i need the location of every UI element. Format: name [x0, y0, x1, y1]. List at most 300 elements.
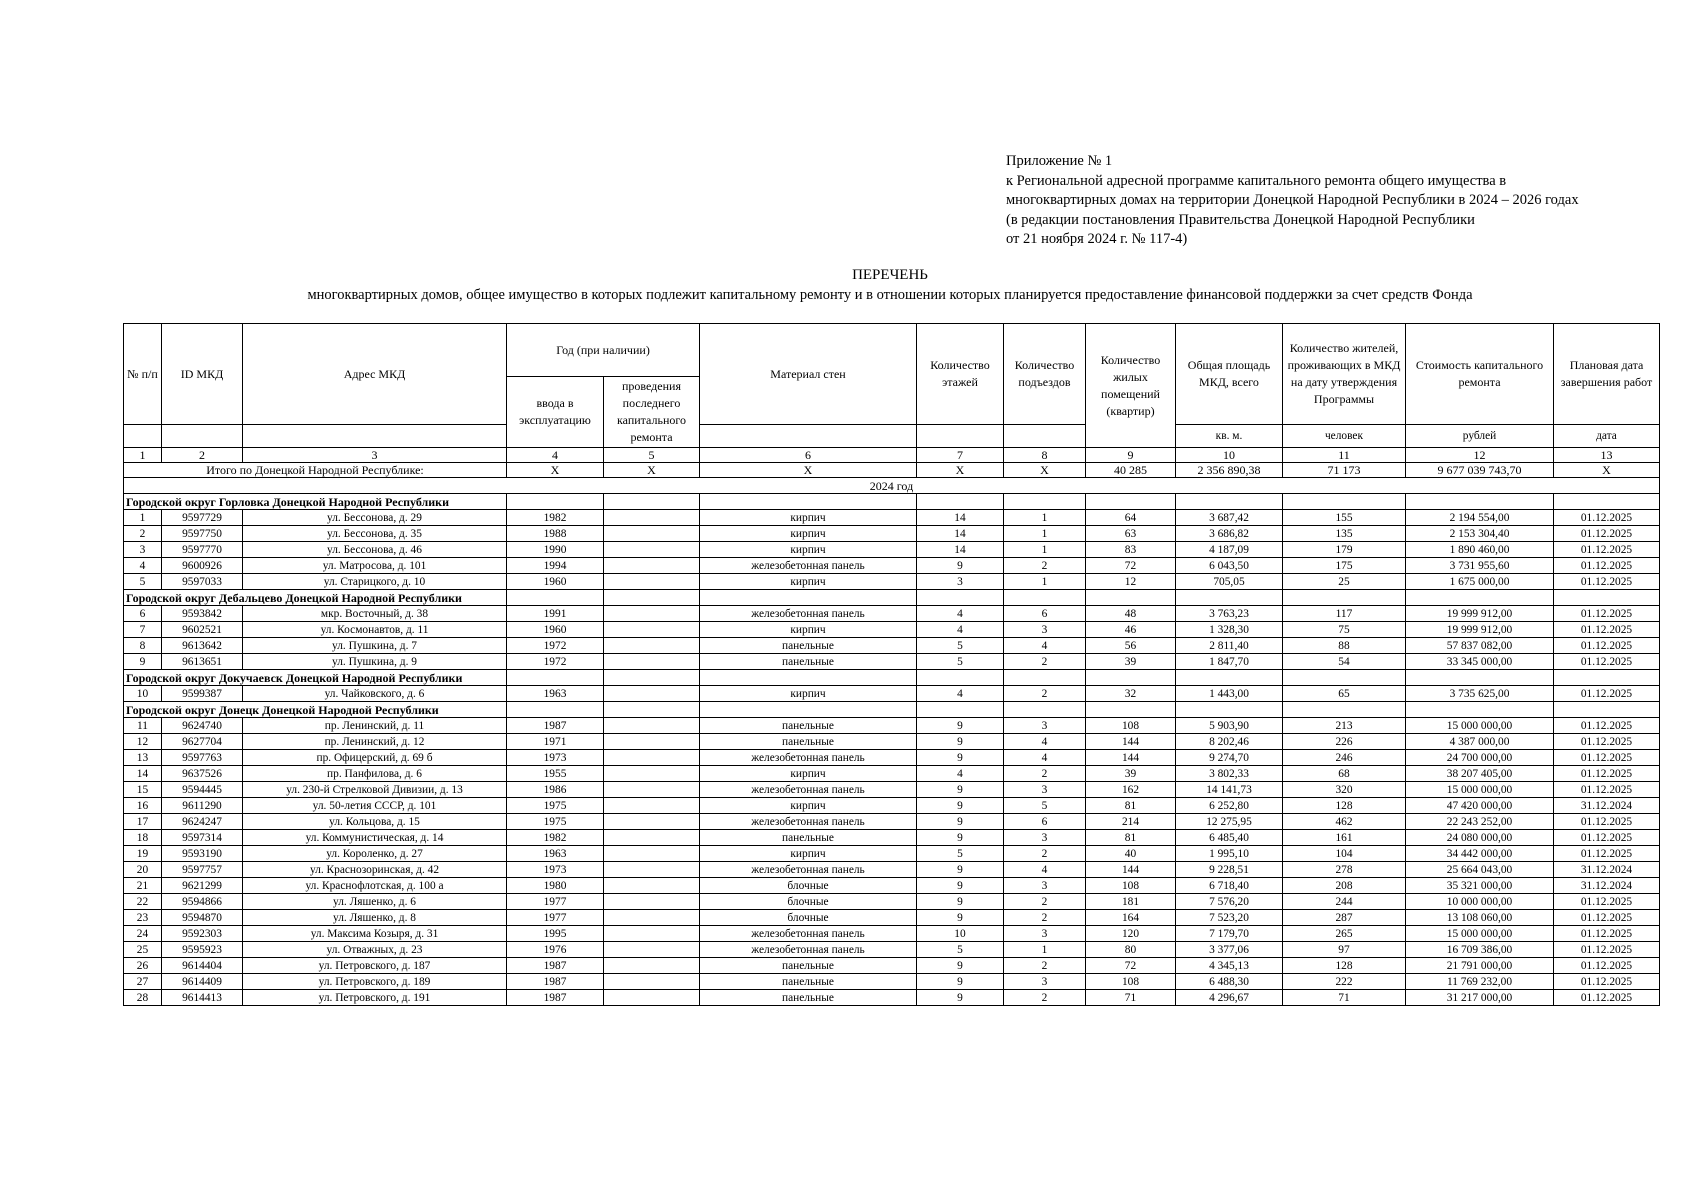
unit-residents: человек	[1283, 425, 1406, 448]
row-last-repair	[604, 606, 700, 622]
row-last-repair	[604, 990, 700, 1006]
row-area: 6 488,30	[1176, 974, 1283, 990]
row-id: 9597757	[162, 862, 243, 878]
row-year: 1977	[507, 910, 604, 926]
row-residents: 179	[1283, 542, 1406, 558]
empty-cell	[604, 702, 700, 718]
row-apartments: 144	[1086, 750, 1176, 766]
row-apartments: 40	[1086, 846, 1176, 862]
row-material: железобетонная панель	[700, 782, 917, 798]
row-last-repair	[604, 750, 700, 766]
total-floors: Х	[917, 463, 1004, 478]
total-apartments: 40 285	[1086, 463, 1176, 478]
appendix-line: к Региональной адресной программе капитального ремонта общего имущества в	[1006, 172, 1507, 189]
row-apartments: 144	[1086, 734, 1176, 750]
row-address: ул. Ляшенко, д. 8	[243, 910, 507, 926]
row-entrances: 2	[1004, 558, 1086, 574]
row-address: ул. Бессонова, д. 35	[243, 526, 507, 542]
row-material: железобетонная панель	[700, 942, 917, 958]
row-apartments: 181	[1086, 894, 1176, 910]
row-id: 9602521	[162, 622, 243, 638]
row-last-repair	[604, 910, 700, 926]
row-entrances: 4	[1004, 862, 1086, 878]
row-residents: 68	[1283, 766, 1406, 782]
row-residents: 97	[1283, 942, 1406, 958]
header-area: Общая площадь МКД, всего	[1176, 324, 1283, 425]
row-last-repair	[604, 782, 700, 798]
row-last-repair	[604, 862, 700, 878]
table-row	[124, 926, 1660, 942]
column-number: 9	[1086, 448, 1176, 463]
row-entrances: 3	[1004, 782, 1086, 798]
table-row	[124, 942, 1660, 958]
row-area: 6 718,40	[1176, 878, 1283, 894]
column-number: 12	[1406, 448, 1554, 463]
column-number: 13	[1554, 448, 1660, 463]
row-cost: 22 243 252,00	[1406, 814, 1554, 830]
row-area: 7 179,70	[1176, 926, 1283, 942]
row-area: 6 485,40	[1176, 830, 1283, 846]
row-apartments: 72	[1086, 558, 1176, 574]
row-year: 1976	[507, 942, 604, 958]
row-address: ул. Краснофлотская, д. 100 а	[243, 878, 507, 894]
row-entrances: 2	[1004, 990, 1086, 1006]
row-cost: 15 000 000,00	[1406, 782, 1554, 798]
row-material: панельные	[700, 718, 917, 734]
row-entrances: 4	[1004, 734, 1086, 750]
row-area: 1 328,30	[1176, 622, 1283, 638]
row-num: 16	[124, 798, 162, 814]
row-address: ул. Петровского, д. 187	[243, 958, 507, 974]
row-last-repair	[604, 974, 700, 990]
district-group-row	[124, 702, 1660, 718]
row-year: 1991	[507, 606, 604, 622]
row-last-repair	[604, 766, 700, 782]
header-id: ID МКД	[162, 324, 243, 425]
row-last-repair	[604, 926, 700, 942]
row-floors: 14	[917, 542, 1004, 558]
row-id: 9611290	[162, 798, 243, 814]
row-area: 14 141,73	[1176, 782, 1283, 798]
empty-cell	[700, 494, 917, 510]
table-row	[124, 606, 1660, 622]
row-entrances: 2	[1004, 910, 1086, 926]
empty-cell	[1176, 670, 1283, 686]
row-entrances: 2	[1004, 958, 1086, 974]
row-residents: 71	[1283, 990, 1406, 1006]
header-entrances-blank	[1004, 425, 1086, 448]
empty-cell	[604, 590, 700, 606]
total-date: Х	[1554, 463, 1660, 478]
unit-cost: рублей	[1406, 425, 1554, 448]
row-date: 31.12.2024	[1554, 798, 1660, 814]
table-body	[124, 448, 1660, 1006]
row-floors: 9	[917, 894, 1004, 910]
row-cost: 35 321 000,00	[1406, 878, 1554, 894]
row-entrances: 6	[1004, 606, 1086, 622]
row-date: 01.12.2025	[1554, 766, 1660, 782]
row-cost: 13 108 060,00	[1406, 910, 1554, 926]
row-id: 9637526	[162, 766, 243, 782]
row-entrances: 2	[1004, 766, 1086, 782]
row-date: 01.12.2025	[1554, 526, 1660, 542]
row-area: 3 802,33	[1176, 766, 1283, 782]
table-row	[124, 622, 1660, 638]
row-date: 01.12.2025	[1554, 542, 1660, 558]
row-year: 1987	[507, 974, 604, 990]
column-number: 2	[162, 448, 243, 463]
row-num: 15	[124, 782, 162, 798]
empty-cell	[1406, 702, 1554, 718]
row-year: 1972	[507, 638, 604, 654]
row-address: ул. Матросова, д. 101	[243, 558, 507, 574]
empty-cell	[917, 494, 1004, 510]
row-material: кирпич	[700, 798, 917, 814]
row-id: 9614413	[162, 990, 243, 1006]
row-id: 9592303	[162, 926, 243, 942]
row-entrances: 1	[1004, 542, 1086, 558]
row-last-repair	[604, 814, 700, 830]
row-date: 01.12.2025	[1554, 750, 1660, 766]
table-row	[124, 974, 1660, 990]
row-year: 1972	[507, 654, 604, 670]
header-year-last-repair: проведения последнего капитального ремонта	[604, 377, 700, 448]
row-year: 1980	[507, 878, 604, 894]
total-label: Итого по Донецкой Народной Республике:	[124, 463, 507, 478]
row-date: 01.12.2025	[1554, 926, 1660, 942]
row-address: ул. Максима Козыря, д. 31	[243, 926, 507, 942]
row-date: 01.12.2025	[1554, 894, 1660, 910]
row-area: 12 275,95	[1176, 814, 1283, 830]
row-last-repair	[604, 798, 700, 814]
row-date: 01.12.2025	[1554, 830, 1660, 846]
row-material: железобетонная панель	[700, 926, 917, 942]
row-entrances: 1	[1004, 574, 1086, 590]
row-address: пр. Офицерский, д. 69 б	[243, 750, 507, 766]
empty-cell	[1554, 494, 1660, 510]
row-cost: 25 664 043,00	[1406, 862, 1554, 878]
row-address: пр. Ленинский, д. 11	[243, 718, 507, 734]
row-num: 13	[124, 750, 162, 766]
header-material: Материал стен	[700, 324, 917, 425]
row-material: панельные	[700, 734, 917, 750]
header-id-blank	[162, 425, 243, 448]
row-address: ул. Чайковского, д. 6	[243, 686, 507, 702]
row-floors: 9	[917, 750, 1004, 766]
row-residents: 155	[1283, 510, 1406, 526]
district-group-row	[124, 670, 1660, 686]
row-area: 5 903,90	[1176, 718, 1283, 734]
row-area: 1 847,70	[1176, 654, 1283, 670]
year-row	[124, 478, 1660, 494]
row-material: панельные	[700, 654, 917, 670]
row-date: 01.12.2025	[1554, 718, 1660, 734]
row-cost: 16 709 386,00	[1406, 942, 1554, 958]
row-residents: 128	[1283, 958, 1406, 974]
total-area: 2 356 890,38	[1176, 463, 1283, 478]
total-row	[124, 463, 1660, 478]
row-floors: 9	[917, 958, 1004, 974]
row-floors: 9	[917, 990, 1004, 1006]
row-entrances: 4	[1004, 638, 1086, 654]
row-address: мкр. Восточный, д. 38	[243, 606, 507, 622]
row-floors: 5	[917, 638, 1004, 654]
document-title: ПЕРЕЧЕНЬ	[852, 267, 928, 283]
row-floors: 14	[917, 510, 1004, 526]
row-year: 1988	[507, 526, 604, 542]
row-floors: 9	[917, 830, 1004, 846]
row-area: 9 274,70	[1176, 750, 1283, 766]
row-floors: 4	[917, 622, 1004, 638]
row-date: 01.12.2025	[1554, 846, 1660, 862]
row-area: 3 686,82	[1176, 526, 1283, 542]
row-id: 9597763	[162, 750, 243, 766]
row-address: ул. Пушкина, д. 7	[243, 638, 507, 654]
row-cost: 15 000 000,00	[1406, 718, 1554, 734]
row-year: 1977	[507, 894, 604, 910]
empty-cell	[1283, 670, 1406, 686]
row-year: 1973	[507, 750, 604, 766]
row-year: 1987	[507, 958, 604, 974]
row-apartments: 48	[1086, 606, 1176, 622]
row-num: 24	[124, 926, 162, 942]
row-residents: 287	[1283, 910, 1406, 926]
empty-cell	[604, 494, 700, 510]
row-year: 1971	[507, 734, 604, 750]
row-last-repair	[604, 622, 700, 638]
table-row	[124, 718, 1660, 734]
row-floors: 9	[917, 718, 1004, 734]
row-floors: 9	[917, 734, 1004, 750]
row-last-repair	[604, 734, 700, 750]
row-residents: 265	[1283, 926, 1406, 942]
row-date: 01.12.2025	[1554, 990, 1660, 1006]
row-entrances: 1	[1004, 526, 1086, 542]
row-cost: 21 791 000,00	[1406, 958, 1554, 974]
header-address-blank	[243, 425, 507, 448]
row-material: кирпич	[700, 510, 917, 526]
header-floors: Количество этажей	[917, 324, 1004, 425]
row-num: 7	[124, 622, 162, 638]
row-apartments: 46	[1086, 622, 1176, 638]
row-cost: 3 735 625,00	[1406, 686, 1554, 702]
row-address: ул. Короленко, д. 27	[243, 846, 507, 862]
header-num-blank	[124, 425, 162, 448]
row-entrances: 2	[1004, 894, 1086, 910]
row-area: 2 811,40	[1176, 638, 1283, 654]
row-material: панельные	[700, 990, 917, 1006]
housing-registry-table	[123, 323, 1660, 1006]
row-apartments: 144	[1086, 862, 1176, 878]
row-year: 1963	[507, 686, 604, 702]
column-numbers-row	[124, 448, 1660, 463]
row-num: 10	[124, 686, 162, 702]
row-residents: 161	[1283, 830, 1406, 846]
row-date: 01.12.2025	[1554, 654, 1660, 670]
header-year-commission: ввода в эксплуатацию	[507, 377, 604, 448]
row-residents: 75	[1283, 622, 1406, 638]
row-residents: 135	[1283, 526, 1406, 542]
row-area: 6 252,80	[1176, 798, 1283, 814]
row-cost: 47 420 000,00	[1406, 798, 1554, 814]
row-cost: 11 769 232,00	[1406, 974, 1554, 990]
appendix-line: (в редакции постановления Правительства Донецкой Народной Республики	[1006, 211, 1475, 228]
row-material: кирпич	[700, 622, 917, 638]
table-row	[124, 894, 1660, 910]
row-id: 9594866	[162, 894, 243, 910]
row-material: железобетонная панель	[700, 606, 917, 622]
row-year: 1955	[507, 766, 604, 782]
column-number: 5	[604, 448, 700, 463]
row-entrances: 2	[1004, 686, 1086, 702]
row-apartments: 83	[1086, 542, 1176, 558]
row-cost: 4 387 000,00	[1406, 734, 1554, 750]
header-entrances: Количество подъездов	[1004, 324, 1086, 425]
row-address: пр. Панфилова, д. 6	[243, 766, 507, 782]
empty-cell	[1554, 670, 1660, 686]
row-num: 9	[124, 654, 162, 670]
row-material: панельные	[700, 958, 917, 974]
row-address: ул. Коммунистическая, д. 14	[243, 830, 507, 846]
row-num: 8	[124, 638, 162, 654]
row-cost: 1 675 000,00	[1406, 574, 1554, 590]
row-date: 01.12.2025	[1554, 622, 1660, 638]
table-row	[124, 782, 1660, 798]
row-residents: 208	[1283, 878, 1406, 894]
row-num: 23	[124, 910, 162, 926]
table-row	[124, 558, 1660, 574]
row-area: 3 763,23	[1176, 606, 1283, 622]
row-apartments: 162	[1086, 782, 1176, 798]
row-num: 6	[124, 606, 162, 622]
row-cost: 19 999 912,00	[1406, 622, 1554, 638]
empty-cell	[1004, 670, 1086, 686]
row-date: 01.12.2025	[1554, 782, 1660, 798]
row-date: 31.12.2024	[1554, 878, 1660, 894]
row-date: 01.12.2025	[1554, 942, 1660, 958]
table-row	[124, 798, 1660, 814]
row-last-repair	[604, 878, 700, 894]
column-number: 4	[507, 448, 604, 463]
row-id: 9613651	[162, 654, 243, 670]
row-num: 2	[124, 526, 162, 542]
row-num: 19	[124, 846, 162, 862]
row-apartments: 12	[1086, 574, 1176, 590]
header-apartments: Количество жилых помещений (квартир)	[1086, 324, 1176, 448]
table-row	[124, 878, 1660, 894]
row-area: 4 345,13	[1176, 958, 1283, 974]
row-residents: 175	[1283, 558, 1406, 574]
appendix-block	[1006, 152, 1686, 250]
row-apartments: 32	[1086, 686, 1176, 702]
empty-cell	[1406, 494, 1554, 510]
row-last-repair	[604, 686, 700, 702]
total-repair: Х	[604, 463, 700, 478]
column-number: 1	[124, 448, 162, 463]
row-area: 3 377,06	[1176, 942, 1283, 958]
row-residents: 117	[1283, 606, 1406, 622]
table-row	[124, 958, 1660, 974]
empty-cell	[1176, 702, 1283, 718]
row-residents: 246	[1283, 750, 1406, 766]
empty-cell	[507, 590, 604, 606]
total-entrances: Х	[1004, 463, 1086, 478]
row-last-repair	[604, 846, 700, 862]
empty-cell	[1283, 590, 1406, 606]
row-year: 1975	[507, 814, 604, 830]
row-apartments: 80	[1086, 942, 1176, 958]
row-area: 7 523,20	[1176, 910, 1283, 926]
column-number: 7	[917, 448, 1004, 463]
row-cost: 34 442 000,00	[1406, 846, 1554, 862]
row-year: 1963	[507, 846, 604, 862]
empty-cell	[1554, 702, 1660, 718]
row-material: железобетонная панель	[700, 558, 917, 574]
row-residents: 104	[1283, 846, 1406, 862]
row-entrances: 1	[1004, 942, 1086, 958]
empty-cell	[700, 670, 917, 686]
row-year: 1960	[507, 622, 604, 638]
row-year: 1994	[507, 558, 604, 574]
row-num: 28	[124, 990, 162, 1006]
column-number: 6	[700, 448, 917, 463]
row-id: 9621299	[162, 878, 243, 894]
row-material: блочные	[700, 910, 917, 926]
unit-date: дата	[1554, 425, 1660, 448]
row-address: ул. Бессонова, д. 46	[243, 542, 507, 558]
row-entrances: 3	[1004, 830, 1086, 846]
row-address: ул. Ляшенко, д. 6	[243, 894, 507, 910]
row-area: 1 443,00	[1176, 686, 1283, 702]
row-entrances: 3	[1004, 974, 1086, 990]
row-floors: 9	[917, 878, 1004, 894]
empty-cell	[700, 702, 917, 718]
year-label: 2024 год	[124, 478, 1660, 494]
row-residents: 128	[1283, 798, 1406, 814]
row-area: 9 228,51	[1176, 862, 1283, 878]
row-address: ул. Отважных, д. 23	[243, 942, 507, 958]
row-num: 21	[124, 878, 162, 894]
empty-cell	[1086, 670, 1176, 686]
row-id: 9593190	[162, 846, 243, 862]
row-floors: 4	[917, 606, 1004, 622]
column-number: 3	[243, 448, 507, 463]
row-num: 25	[124, 942, 162, 958]
row-last-repair	[604, 654, 700, 670]
empty-cell	[917, 670, 1004, 686]
header-end-date: Плановая дата завершения работ	[1554, 324, 1660, 425]
row-id: 9595923	[162, 942, 243, 958]
empty-cell	[507, 494, 604, 510]
row-area: 705,05	[1176, 574, 1283, 590]
row-area: 4 296,67	[1176, 990, 1283, 1006]
empty-cell	[700, 590, 917, 606]
row-floors: 3	[917, 574, 1004, 590]
row-id: 9597729	[162, 510, 243, 526]
row-num: 11	[124, 718, 162, 734]
row-cost: 38 207 405,00	[1406, 766, 1554, 782]
row-apartments: 164	[1086, 910, 1176, 926]
empty-cell	[1004, 494, 1086, 510]
row-apartments: 214	[1086, 814, 1176, 830]
row-date: 01.12.2025	[1554, 638, 1660, 654]
row-area: 7 576,20	[1176, 894, 1283, 910]
row-address: ул. Петровского, д. 189	[243, 974, 507, 990]
row-material: железобетонная панель	[700, 862, 917, 878]
row-address: ул. Пушкина, д. 9	[243, 654, 507, 670]
row-date: 31.12.2024	[1554, 862, 1660, 878]
row-last-repair	[604, 894, 700, 910]
